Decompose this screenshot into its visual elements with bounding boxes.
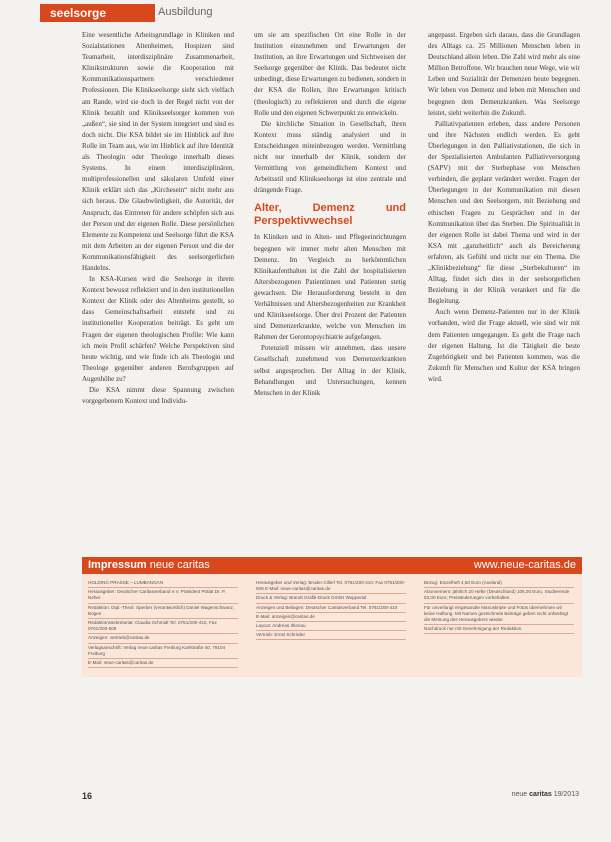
impressum-line: Nachdruck nur mit Genehmigung der Redaktion. (424, 626, 574, 634)
paragraph: Die KSA nimmt diese Spannung zwischen vorgegebenem Kontext und Individu- (82, 386, 234, 406)
paragraph: Palliativpatienten erleben, dass andere Personen und ihre Nächsten endlich werden. Es geht Überlegungen in den Palliativstationen, die sich in der Spezialisierten Ambulanten Palliativversorgung (SAPV) mit der Sterbephase von Menschen verbinden, die geplant verändert werden. Fragen der Überlegungen in der Kommunikation mit diesen Menschen und den Seelsorgern, mit Beziehung und ethischen Fragen zu Gesprächen und in der Kommunikation über das Sterben. Die Spiritualität in der eigenen Rolle ist dabei Thema und wird in der KSA mit „ganzheitlich“ auch als Bereicherung erfahren, als Gefühl und nicht nur ein Thema. Die „Klinikbeziehung“ für diese „Sterbekulturen“ im Alltag, findet sich dies in der seelsorgerlichen Beziehung in der Klinik verankert und für die Begleitung. (428, 119, 580, 306)
paragraph: Die kirchliche Situation in Gesellschaft, ihren Kontext muss ständig analysiert und in Entscheidungen miteinbezogen werden. Vermittlung nicht nur innerhalb der Klinik, sondern der Vermittlung von gemeindlichem Kontext und Arbeitsstil und Klinikseelsorge ist eine zentrale und drängende Frage. (254, 119, 406, 195)
article-column-3 (428, 30, 580, 385)
impressum-line: Herausgeber: Deutscher Caritasverband e.V. Präsident Prälat Dr. P. Neher (88, 589, 238, 603)
impressum-line: E-Mail: neue-caritas@caritas.de (88, 660, 238, 668)
impressum-line: Verlagsanschrift: Verlag neue caritas Freiburg Karlstraße 40, 79104 Freiburg (88, 645, 238, 659)
article-body (82, 30, 582, 534)
impressum-column-2 (256, 580, 406, 641)
section-category-tag: seelsorge (40, 4, 155, 22)
impressum-line: Anzeigen: vertrieb@caritas.de (88, 635, 238, 643)
impressum-header (82, 557, 582, 574)
magazine-footer (512, 791, 579, 798)
impressum-column-3 (424, 580, 574, 635)
impressum-line: Redaktion: Dipl.-Theol. Sperber (verantwortlich) Daniel Wagenschwanz, Bogen (88, 605, 238, 619)
paragraph: angepasst. Ergeben sich daraus, dass die Grundlagen des Alltags ca. 25 Millionen Menschen leben in Deutschland allein leben. Die Zahl wird mehr als eine Million Betroffene. Wir brauchen neue Wege, wie wir Leben und Sozialität der Demenzen heute begegnen. Wir leben von Demenz und leben mit Menschen und begegnen dem Demenzkranken. Was Seelsorge leistet, sieht weiterhin die Zukunft. (428, 31, 580, 117)
article-column-2 (254, 30, 406, 399)
impressum-column-1 (88, 580, 238, 669)
impressum-line: Anzeigen und Beilagen: Deutscher Caritasverband Tel. 0761/200-410 (256, 605, 406, 613)
article-subheading: Alter, Demenz und Perspektivwechsel (254, 202, 406, 228)
impressum-line: Bezug: Einzelheft 4,50 Euro (Ausland) (424, 580, 574, 588)
impressum-line: Redaktionssekretariat: Claudia Schmidt Tel. 0761/200-410, Fax 0761/200-509 (88, 620, 238, 634)
impressum-title (88, 557, 210, 574)
issue-number: 19/2013 (553, 791, 579, 798)
magazine-prefix: neue (511, 791, 528, 798)
impressum-title-rest: neue caritas (149, 559, 210, 571)
impressum-line: Abonnement: jährlich 20 Hefte (Deutschland) 106,00 Euro, Studierende 53,00 Euro; Preisänderungen vorbehalten. (424, 589, 574, 603)
impressum-columns (82, 574, 582, 677)
impressum-box (82, 557, 582, 677)
article-column-1 (82, 30, 234, 407)
paragraph: In Kliniken und in Alten- und Pflegeeinrichtungen begegnen wir immer mehr alten Menschen mit Demenz. Im Vergleich zu herkömmlichen Klinikaufenthalten ist die Zahl der hospitalisierten Altersbezogenen Patientinnen und Patienten stetig gewachsen. Die Herausforderung besteht in den Verhältnissen und Altersbezogenheiten zur Krankheit und Klinikseelsorge. Über drei Prozent der Patienten sind Demenzerkrankte, welche von Menschen im Rahmen der Gerontopsychiatrie aufgefangen. (254, 233, 406, 342)
paragraph: Potenziell müssen wir annehmen, dass unsere Gesellschaft zunehmend von Demenzerkrankten selbst angesprochen. Der Alltag in der Klinik, Behandlungen und Untersuchungen, kennen Menschen in der Klinik (254, 344, 406, 397)
impressum-url[interactable]: www.neue-caritas.de (473, 559, 576, 571)
paragraph: In KSA-Kursen wird die Seelsorge in ihrem Kontext bewusst reflektiert und in den institutionellen Kontext der Klinik oder des Altenheims gestellt, so dass Gemeinschaftsarbeit entsteht und zu institutioneller Kooperation beiträgt. Es geht um Fragen der eigenen theologischen Profile: Wie kann ich mein Profil schärfen? Welche Perspektiven sind heute wichtig, und wie finde ich als Theologin und Theologe gegenüber anderen Berufsgruppen auf Augenhöhe zu? (82, 275, 234, 383)
impressum-line: Layout: Andreas Ihlenau (256, 623, 406, 631)
impressum-line: E-Mail: anzeigen@caritas.de (256, 614, 406, 622)
impressum-title-prefix: Impressum (88, 559, 147, 571)
paragraph: um sie am spezifischen Ort eine Rolle in der Institution einzunehmen und Erwartungen der Institution, an ihre Erwartungen und Sichtweisen der Seelsorge gegenüber der Klinik. Das bedeutet nicht unbedingt, diese Erwartungen zu bedienen, sondern in der KSA die Rollen, ihre Erwartungen kritisch (theologisch) zu reflektieren und durch die eigene Rolle und den eigenen Schwerpunkt zu entwickeln. (254, 31, 407, 117)
paragraph: Eine wesentliche Arbeitsgrundlage in Kliniken und Sozialstationen Altenheimen, Hospizen sind Teamarbeit, interdisziplinäre Zusammenarbeit, Klinikstrukturen sowie die Kooperation mit Kommunikationspartnern verschiedener Professionen. Die Klinikseelsorge sieht sich vielfach am Rande, wird sie doch in der Regel nicht von der Klinik bezahlt und Klinikseelsorger kommen von „außen“, sie sind in der System integriert und sind es doch nicht. Die KSA bildet sie im Hinblick auf ihre Rolle im Team aus, wie im Hinblick auf ihre Identität als Theologin oder Theologe innerhalb dieses Systems. In einem interdisziplinären, multiprofessionellen und säkularen Umfeld einer Klinik erklärt sich das „Kirchesein“ nicht mehr aus sich heraus. Die Glaubwürdigkeit, die Autorität, der Anspruch, das Eintreten für andere schöpfen sich aus der Person und der eigenen Rolle. Diese persönlichen Elemente zu Kompetenz und Seelsorge führt die KSA mit dem Arbeiten an der eigenen Person und die der Kommunikationsfähigkeit des seelsorgerlichen Handelns. (82, 31, 234, 272)
impressum-line: Für unverlangt eingesandte Manuskripte und Fotos übernehmen wir keine Haftung. Mit Namen gezeichnete Beiträge geben nicht unbedingt die Meinung des Herausgebers wieder. (424, 605, 574, 626)
impressum-line: Herausgeber und Verlag: Bruder Cillerl Tel. 0761/200-410; Fax 0761/200-509 E-Mail: neue-caritas@caritas.de (256, 580, 406, 594)
page-number: 16 (82, 791, 93, 801)
paragraph: Auch wenn Demenz-Patienten nur in der Klinik vorhanden, wird die Frage aktuell, wie sind wir mit dem Patienten umgegangen. Es geht die Frage nach der eigenen Haltung. Ist die Tätigkeit die beste Zugehörigkeit und bei Patienten kommen, was die Zukunft für Menschen und Kultur der KSA bringen wird. (428, 308, 580, 383)
impressum-line: Druck & Verlag: Brandt Grafik-Druck GmbH Wuppertal (256, 595, 406, 603)
impressum-line: Vertrieb: Ernst Schröder (256, 632, 406, 640)
magazine-name: caritas (529, 791, 552, 798)
section-subtitle: Ausbildung (158, 6, 213, 18)
impressum-line: HOLDING PRASSE – LUMBANGAN (88, 580, 238, 588)
